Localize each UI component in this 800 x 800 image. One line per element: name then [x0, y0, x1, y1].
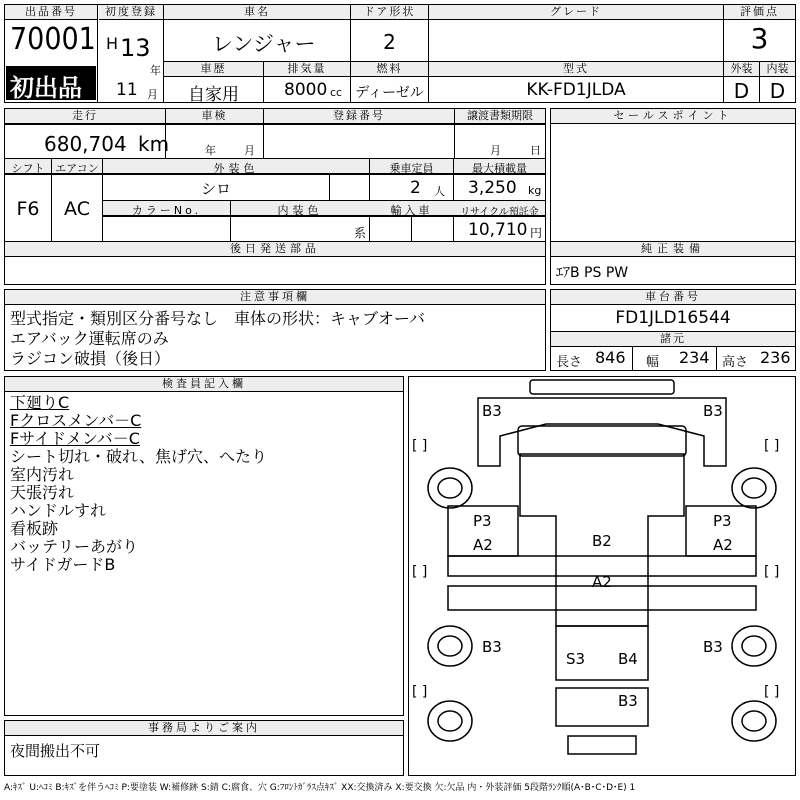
bracket-r3: [ ] — [764, 684, 780, 700]
mark-center-a: A2 — [592, 573, 612, 591]
dims-label: 諸元 — [551, 332, 795, 347]
notes-line-3: ラジコン破損（後日） — [10, 349, 171, 368]
mark-front-right: B3 — [703, 402, 723, 420]
reg-year: 13 — [120, 34, 151, 62]
shift-value: F6 — [16, 198, 40, 220]
inspector-label: 検査員記入欄 — [5, 377, 403, 392]
shift-label: シフト — [11, 162, 45, 175]
length-label: 長さ — [556, 355, 583, 370]
car-name: レンジャー — [212, 32, 316, 56]
interior-label: 内装 — [760, 62, 795, 77]
exterior-grade: D — [733, 79, 750, 103]
bracket-r1: [ ] — [764, 438, 780, 454]
height-label: 高さ — [722, 355, 749, 370]
first-reg-label: 初度登録 — [99, 5, 163, 20]
mark-rear-bottom: B3 — [618, 692, 638, 710]
import-label: 輸入車 — [390, 204, 433, 217]
door-value: 2 — [383, 30, 396, 54]
insp-year-unit: 年 — [205, 144, 216, 157]
sales-label: セールスポイント — [551, 109, 795, 124]
mark-rear-b: B4 — [618, 650, 638, 668]
insp-line-7: ハンドルすれ — [10, 501, 107, 520]
model-label: 型式 — [429, 62, 723, 77]
mark-door-left-p: P3 — [473, 512, 492, 530]
insp-line-8: 看板跡 — [10, 519, 59, 538]
exterior-label: 外装 — [724, 62, 759, 77]
payload-label: 最大積載量 — [472, 162, 527, 175]
recycle-value: 10,710 — [468, 220, 528, 240]
era: H — [106, 34, 119, 53]
month-unit: 月 — [147, 88, 158, 101]
insp-line-6: 天張汚れ — [10, 483, 75, 502]
width-value: 234 — [679, 348, 710, 367]
transfer-month-unit: 月 — [490, 144, 501, 157]
insp-month-unit: 月 — [244, 144, 255, 157]
lot-label: 出品番号 — [5, 5, 97, 20]
insp-line-5: 室内汚れ — [10, 465, 75, 484]
score-label: 評価点 — [724, 5, 795, 20]
displacement-label: 排気量 — [264, 62, 350, 77]
score-value: 3 — [750, 22, 769, 55]
payload-unit: kg — [528, 184, 542, 197]
reg-month: 11 — [116, 80, 138, 100]
history-value: 自家用 — [188, 85, 239, 105]
mileage-value: 680,704 — [44, 132, 127, 156]
payload-value: 3,250 — [468, 178, 517, 198]
office-label: 事務局よりご案内 — [5, 721, 403, 736]
equipment-value: ｴｱB PS PW — [556, 265, 629, 281]
door-label: ドア形状 — [351, 5, 428, 20]
mileage-unit: km — [138, 132, 170, 156]
year-unit: 年 — [150, 64, 161, 77]
bracket-l2: [ ] — [412, 564, 428, 580]
notes-line-2: エアバック運転席のみ — [10, 329, 169, 348]
first-listing-text: 初出品 — [10, 74, 82, 102]
color-no-label: カラーNo. — [131, 204, 202, 217]
ac-label: エアコン — [55, 162, 99, 175]
reg-no-label: 登録番号 — [264, 109, 454, 124]
capacity-value: 2 — [410, 178, 421, 198]
chassis-label: 車台番号 — [551, 290, 795, 305]
ac-value: AC — [64, 198, 90, 220]
insp-line-9: バッテリーあがり — [10, 537, 139, 556]
legend: A:ｷｽﾞ U:ﾍｺﾐ B:ｷｽﾞを伴うﾍｺﾐ P:要塗装 W:補修跡 S:錆 C:腐食、穴 G:ﾌﾛﾝﾄｶﾞﾗｽ点ｷｽﾞ XX:交換済み X:要交換 欠:欠品 内・外装評価 5段階ﾗﾝｸ順(A･B･C･D･E) 1 — [4, 783, 636, 793]
bracket-r2: [ ] — [764, 564, 780, 580]
mark-center-b: B2 — [592, 532, 612, 550]
capacity-unit: 人 — [434, 185, 445, 198]
grade-label: グレード — [429, 5, 723, 20]
length-value: 846 — [595, 348, 626, 367]
insp-line-4: シート切れ・破れ、焦げ穴、へたり — [10, 447, 267, 466]
inspection-label: 車検 — [166, 109, 263, 124]
recycle-unit: 円 — [530, 226, 543, 240]
bracket-l3: [ ] — [412, 684, 428, 700]
mark-rear-left: B3 — [482, 638, 502, 656]
equipment-label: 純正装備 — [551, 242, 795, 257]
insp-line-2: Fクロスメンバ－C — [10, 411, 142, 430]
office-text: 夜間搬出不可 — [10, 742, 101, 760]
displacement-value: 8000 — [284, 80, 328, 100]
mark-front-left: B3 — [482, 402, 502, 420]
recycle-label: リサイクル預託金 — [460, 207, 539, 218]
mark-door-right-p: P3 — [713, 512, 732, 530]
mark-rear-s: S3 — [566, 650, 586, 668]
height-value: 236 — [760, 348, 791, 367]
insp-line-10: サイドガードB — [10, 555, 116, 574]
displacement-unit: cc — [330, 86, 343, 99]
notes-label: 注意事項欄 — [5, 290, 545, 305]
mark-door-right-a: A2 — [713, 536, 733, 554]
capacity-label: 乗車定員 — [389, 162, 434, 175]
insp-line-3: Fサイドメンバ－C — [10, 429, 140, 448]
mark-rear-right: B3 — [703, 638, 723, 656]
bracket-l1: [ ] — [412, 438, 428, 454]
notes-line-1: 型式指定・類別区分番号なし 車体の形状：キャブオーバ — [10, 309, 426, 328]
width-label: 幅 — [646, 355, 660, 370]
fuel-value: ディーゼル — [355, 85, 424, 101]
transfer-day-unit: 日 — [530, 144, 541, 157]
chassis-value: FD1JLD16544 — [615, 308, 731, 328]
later-parts-label: 後日発送部品 — [5, 242, 545, 257]
car-name-label: 車名 — [164, 5, 350, 20]
insp-line-1: 下廻りC — [10, 393, 70, 412]
ext-color-label: 外装色 — [213, 162, 259, 175]
int-color-suffix: 系 — [354, 226, 367, 240]
lot-number: 70001 — [10, 22, 96, 57]
ext-color-value: シロ — [200, 180, 231, 198]
int-color-label: 内装色 — [277, 204, 323, 217]
interior-grade: D — [769, 79, 786, 103]
sales-box — [550, 108, 796, 285]
transfer-label: 譲渡書類期限 — [455, 109, 545, 124]
mark-door-left-a: A2 — [473, 536, 493, 554]
fuel-label: 燃料 — [351, 62, 428, 77]
model-value: KK-FD1JLDA — [526, 80, 626, 100]
history-label: 車歴 — [164, 62, 263, 77]
mileage-label: 走行 — [5, 109, 165, 124]
